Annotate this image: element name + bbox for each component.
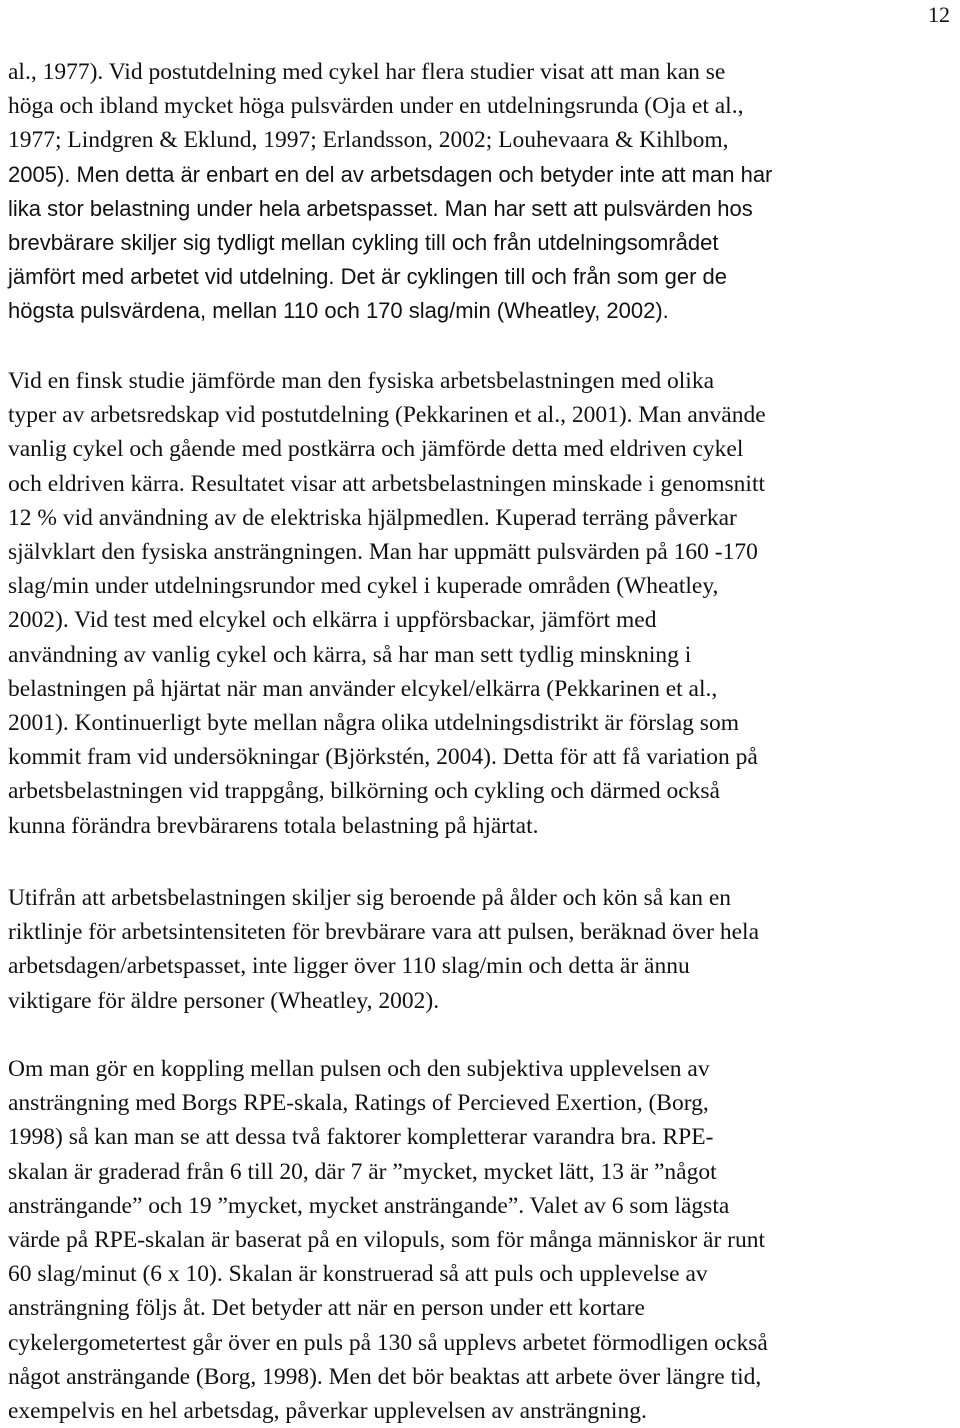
text-line: Vid en finsk studie jämförde man den fysiska arbetsbelastningen med olika <box>8 368 715 394</box>
text-line: 1998) så kan man se att dessa två faktorer kompletterar varandra bra. RPE- <box>8 1124 714 1151</box>
text-line: slag/min under utdelningsrundor med cykel i kuperade områden (Wheatley, <box>8 573 719 600</box>
text-line: självklart den fysiska ansträngningen. Man har uppmätt pulsvärden på 160 -170 <box>8 539 758 566</box>
text-line: kunna förändra brevbärarens totala belastning på hjärtat. <box>8 812 539 839</box>
paragraph-borg-rpe <box>8 1052 953 1428</box>
text-line: ansträngning med Borgs RPE-skala, Ratings of Percieved Exertion, (Borg, <box>8 1090 709 1117</box>
text-line: Utifrån att arbetsbelastningen skiljer sig beroende på ålder och kön så kan en <box>8 885 732 911</box>
text-line: arbetsdagen/arbetspasset, inte ligger över 110 slag/min och detta är ännu <box>8 953 690 980</box>
text-line: al., 1977). Vid postutdelning med cykel har flera studier visat att man kan se <box>8 59 726 85</box>
paragraph-finnish-study <box>8 364 953 843</box>
text-line: brevbärare skiljer sig tydligt mellan cykling till och från utdelningsområdet <box>8 230 719 256</box>
text-line: 1977; Lindgren & Eklund, 1997; Erlandsson, 2002; Louhevaara & Kihlbom, <box>8 127 729 154</box>
text-line: arbetsbelastningen vid trappgång, bilkörning och cykling och därmed också <box>8 778 720 805</box>
text-line: ansträngning följs åt. Det betyder att när en person under ett kortare <box>8 1295 645 1322</box>
text-line: exempelvis en hel arbetsdag, påverkar upplevelsen av ansträngning. <box>8 1398 647 1425</box>
text-line: viktigare för äldre personer (Wheatley, 2002). <box>8 987 440 1014</box>
text-line: vanlig cykel och gående med postkärra och jämförde detta med eldriven cykel <box>8 436 744 463</box>
paragraph-guideline <box>8 881 953 1018</box>
page-number: 12 <box>928 2 950 27</box>
text-line: Om man gör en koppling mellan pulsen och den subjektiva upplevelsen av <box>8 1056 710 1082</box>
text-line: cykelergometertest går över en puls på 130 så upplevs arbetet förmodligen också <box>8 1329 768 1356</box>
text-line: användning av vanlig cykel och kärra, så har man sett tydlig minskning i <box>8 641 692 668</box>
text-line: typer av arbetsredskap vid postutdelning (Pekkarinen et al., 2001). Man använde <box>8 402 766 429</box>
text-line: lika stor belastning under hela arbetspasset. Man har sett att pulsvärden hos <box>8 195 753 221</box>
text-line: och eldriven kärra. Resultatet visar att arbetsbelastningen minskade i genomsnitt <box>8 470 766 497</box>
text-line: belastningen på hjärtat när man använder elcykel/elkärra (Pekkarinen et al., <box>8 675 718 702</box>
text-line: jämfört med arbetet vid utdelning. Det är cyklingen till och från som ger de <box>8 264 728 290</box>
text-line: 2002). Vid test med elcykel och elkärra i uppförsbackar, jämfört med <box>8 607 657 634</box>
text-line: 2001). Kontinuerligt byte mellan några olika utdelningsdistrikt är förslag som <box>8 710 739 737</box>
text-line: något ansträngande (Borg, 1998). Men det bör beaktas att arbete över längre tid, <box>8 1363 762 1390</box>
text-line: kommit fram vid undersökningar (Björkstén, 2004). Detta för att få variation på <box>8 744 758 771</box>
text-line: riktlinje för arbetsintensiteten för brevbärare vara att pulsen, beräknad över hela <box>8 919 760 946</box>
text-line: ansträngande” och 19 ”mycket, mycket ansträngande”. Valet av 6 som lägsta <box>8 1192 730 1219</box>
text-line: 60 slag/minut (6 x 10). Skalan är konstruerad så att puls och upplevelse av <box>8 1261 708 1288</box>
text-line: höga och ibland mycket höga pulsvärden under en utdelningsrunda (Oja et al., <box>8 93 744 120</box>
text-line: skalan är graderad från 6 till 20, där 7 är ”mycket, mycket lätt, 13 är ”något <box>8 1158 717 1185</box>
text-line: högsta pulsvärdena, mellan 110 och 170 slag/min (Wheatley, 2002). <box>8 298 669 324</box>
text-line: 2005). Men detta är enbart en del av arbetsdagen och betyder inte att man har <box>8 161 773 187</box>
text-line: 12 % vid användning av de elektriska hjälpmedlen. Kuperad terräng påverkar <box>8 504 737 531</box>
text-line: värde på RPE-skalan är baserat på en vilopuls, som för många människor är runt <box>8 1227 766 1254</box>
paragraph-postal-cycling-pulse <box>8 55 953 329</box>
